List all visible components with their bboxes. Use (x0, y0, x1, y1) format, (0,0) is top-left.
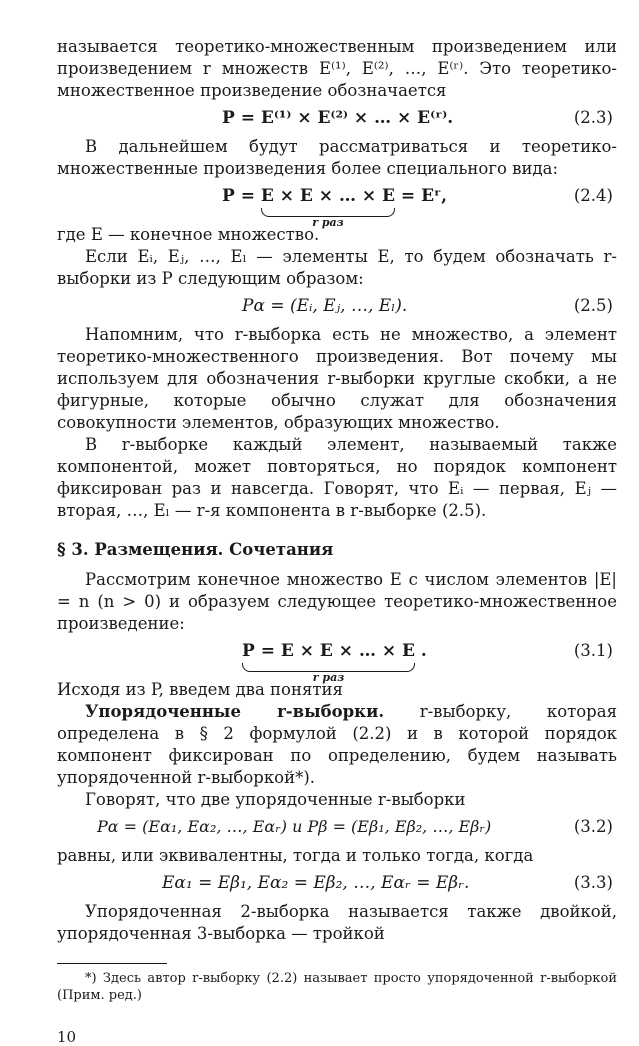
paragraph: Рассмотрим конечное множество E с числом элементов |E| = n (n > 0) и образуем следующее теоретико-множественное произведение: (57, 570, 617, 633)
underbrace-group (260, 186, 395, 229)
paragraph: В r-выборке каждый элемент, называемый также компонентой, может повторяться, но порядок компонент фиксирован раз и навсегда. Говорят, что Eᵢ — первая, Eⱼ — вторая, …, Eₗ — r-я компонента в r-выборке (2.5). (57, 435, 617, 520)
paragraph: В дальнейшем будут рассматриваться и теоретико-множественные произведения более специального вида: (57, 137, 617, 178)
paragraph: где E — конечное множество. (57, 225, 320, 244)
paragraph (57, 701, 617, 789)
equation-left: P = (222, 186, 255, 206)
run-in-heading: Упорядоченные r-выборки. (85, 702, 385, 721)
equation-3-1 (57, 635, 617, 684)
equation-end: . (420, 641, 427, 661)
equation-number: (3.2) (573, 817, 613, 836)
paragraph: называется теоретико-множественным произведением или произведением r множеств E⁽¹⁾, E⁽²⁾, …, E⁽ʳ⁾. Это теоретико-множественное произведение обозначается (57, 37, 617, 100)
paragraph: Говорят, что две упорядоченные r-выборки (85, 790, 466, 809)
equation-3-2 (57, 811, 617, 845)
underbrace-content: P = E × E × … × E (242, 641, 415, 661)
paragraph: Упорядоченная 2-выборка называется также двойкой, упорядоченная 3-выборка — тройкой (57, 902, 617, 943)
equation-number: (2.4) (573, 186, 613, 205)
equation-number: (3.1) (573, 641, 613, 660)
equation-2-4 (57, 180, 617, 229)
paragraph: Напомним, что r-выборка есть не множество, а элемент теоретико-множественного произведения. Вот почему мы используем для обозначения r-выборки круглые скобки, а не фигурные, которые обычно служат для обозначения совокупности элементов, образующих множество. (57, 325, 617, 432)
underbrace-group (242, 641, 415, 684)
paragraph: Если Eᵢ, Eⱼ, …, Eₗ — элементы E, то будем обозначать r-выборки из P следующим образом: (57, 247, 617, 288)
section-heading: § 3. Размещения. Сочетания (57, 540, 334, 559)
equation-2-3 (57, 102, 617, 136)
equation-formula: Pα = (Eα₁, Eα₂, …, Eαᵣ) и Pβ = (Eβ₁, Eβ₂, …, Eβᵣ) (97, 817, 492, 836)
equation-right: = Eʳ, (400, 186, 447, 206)
equation-number: (2.3) (573, 108, 613, 127)
equation-formula: Eα₁ = Eβ₁, Eα₂ = Eβ₂, …, Eαᵣ = Eβᵣ. (162, 873, 470, 893)
footnote: *) Здесь автор r-выборку (2.2) называет просто упорядоченной r-выборкой (Прим. ред.) (57, 971, 617, 1003)
equation-number: (3.3) (573, 873, 613, 892)
equation-3-3 (57, 867, 617, 901)
page-number: 10 (57, 1028, 77, 1046)
page-content (57, 36, 617, 1046)
equation-2-5 (57, 290, 617, 324)
paragraph: равны, или эквивалентны, тогда и только тогда, когда (57, 846, 534, 865)
underbrace-label: r раз (312, 671, 345, 684)
underbrace-label: r раз (312, 216, 344, 229)
underbrace-content: E × E × … × E (260, 186, 395, 206)
paragraph-text: r-выборку, которая определена в § 2 формулой (2.2) и в которой порядок компонент фиксирован по определению, будем называть упорядоченной r-выборкой*). (57, 702, 617, 787)
footnote-divider (57, 963, 167, 964)
equation-number: (2.5) (573, 296, 613, 315)
equation-formula: Pα = (Eᵢ, Eⱼ, …, Eₗ). (242, 296, 408, 316)
equation-formula: P = E⁽¹⁾ × E⁽²⁾ × … × E⁽ʳ⁾. (222, 108, 454, 128)
paragraph: Исходя из P, введем два понятия (57, 680, 343, 699)
